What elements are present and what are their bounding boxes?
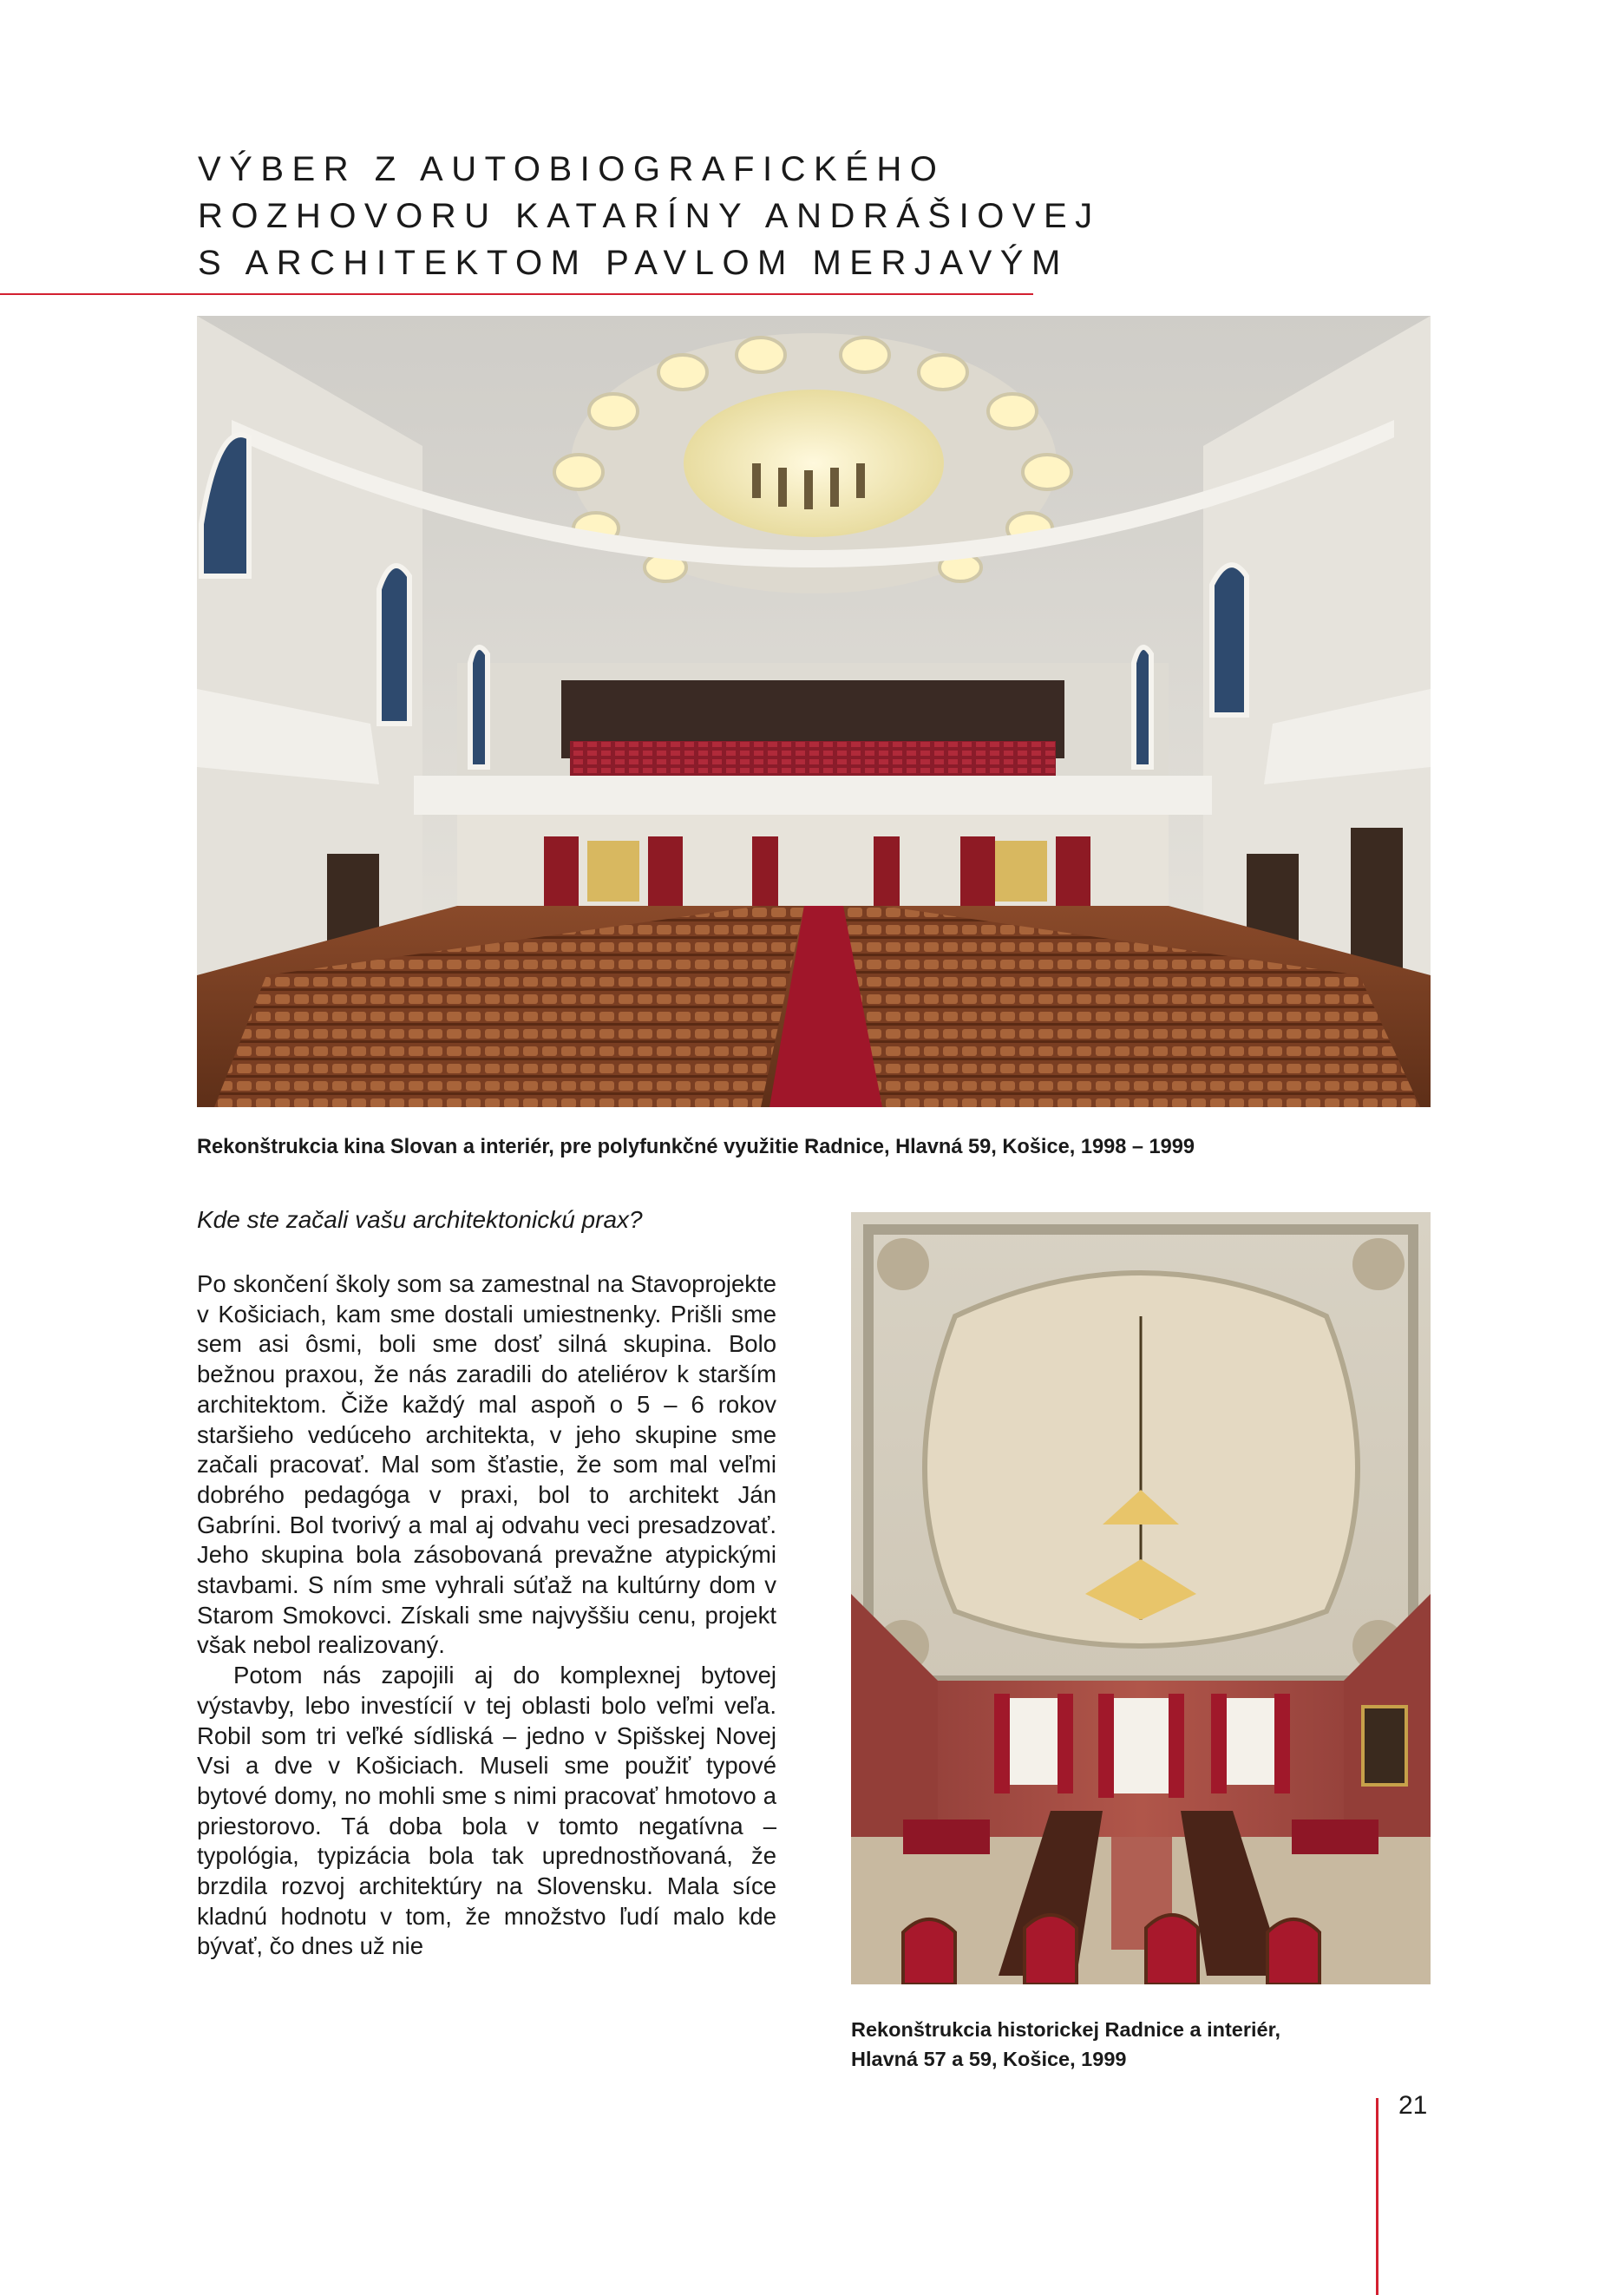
- caption-line: Hlavná 57 a 59, Košice, 1999: [851, 2048, 1127, 2070]
- town-hall-interior-photo: [851, 1212, 1431, 1984]
- town-hall-photo-caption: [851, 2015, 1458, 2074]
- cinema-photo-caption: Rekonštrukcia kina Slovan a interiér, pre polyfunkčné využitie Radnice, Hlavná 59, Košice, 1998 – 1999: [197, 1136, 1195, 1158]
- caption-line: Rekonštrukcia historickej Radnice a interiér,: [851, 2018, 1281, 2041]
- heading-line: ROZHOVORU KATARÍNY ANDRÁŠIOVEJ: [198, 197, 1101, 235]
- article-body: [197, 1269, 776, 1962]
- paragraph: Po skončení školy som sa zamestnal na Stavoprojekte v Košiciach, kam sme dostali umiestnenky. Prišli sme sem asi ôsmi, boli sme dosť silná skupina. Bolo bežnou praxou, že nás zaradili do ateliérov k starším architektom. Čiže každý mal aspoň o 5 – 6 rokov staršieho vedúceho architekta, v jeho skupine sme začali pracovať. Mal som šťastie, že som mal veľmi dobrého pedagóga v praxi, bol to architekt Ján Gabríni. Bol tvorivý a mal aj odvahu veci presadzovať. Jeho skupina bola zásobovaná prevažne atypickými stavbami. S ním sme vyhrali súťaž na kultúrny dom v Starom Smokovci. Získali sme najvyššiu cenu, projekt však nebol realizovaný.: [197, 1270, 776, 1659]
- interview-question: Kde ste začali vašu architektonickú prax?: [197, 1206, 643, 1233]
- heading-line: VÝBER Z AUTOBIOGRAFICKÉHO: [198, 150, 946, 188]
- page-number-rule: [1376, 2098, 1378, 2295]
- article-heading: [198, 146, 1412, 286]
- page-number: 21: [1398, 2091, 1428, 2120]
- cinema-interior-photo: [197, 316, 1431, 1107]
- paragraph: Potom nás zapojili aj do komplexnej bytovej výstavby, lebo investícií v tej oblasti bolo veľmi veľa. Robil som tri veľké sídliská – jedno v Spišskej Novej Vsi a dve v Košiciach. Museli sme použiť typové bytové domy, no mohli sme s nimi pracovať hmotovo a priestorovo. Tá doba bola v tomto negatívna – typológia, typizácia bola tak uprednostňovaná, že brzdila rozvoj architektúry na Slovensku. Mala síce kladnú hodnotu v tom, že množstvo ľudí malo kde bývať, čo dnes už nie: [197, 1662, 776, 1960]
- heading-line: S ARCHITEKTOM PAVLOM MERJAVÝM: [198, 244, 1069, 282]
- heading-underline: [0, 293, 1033, 295]
